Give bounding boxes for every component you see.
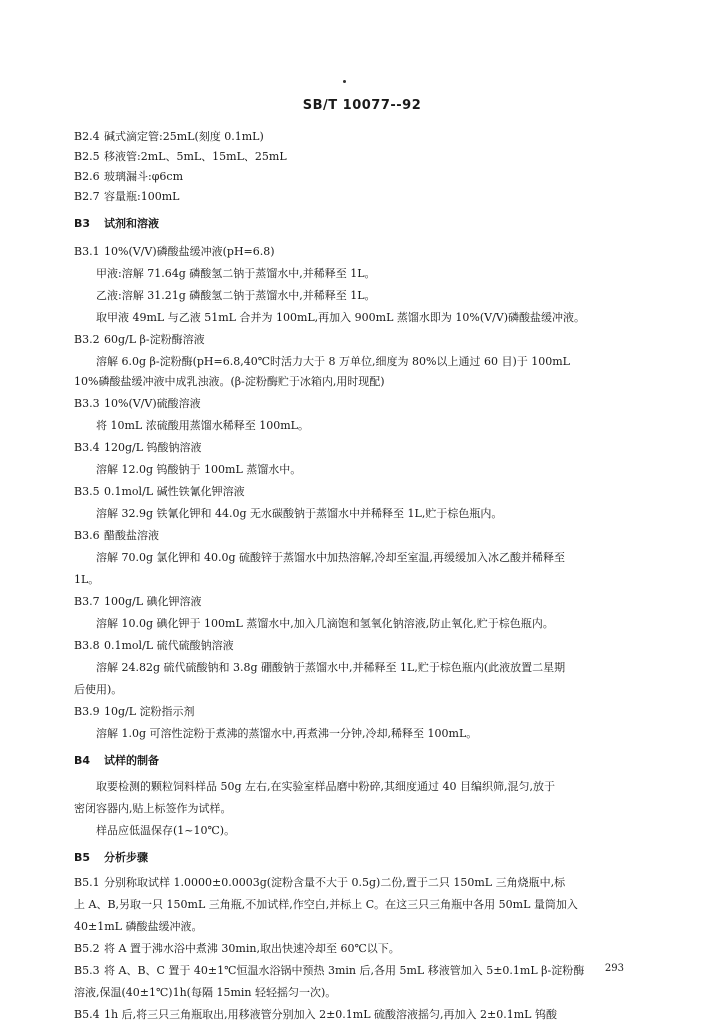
- line-text: 0.1mol/L 硫代硫酸钠溶液: [104, 639, 234, 652]
- line-text: 120g/L 钨酸钠溶液: [104, 441, 202, 454]
- line-text: 溶解 10.0g 碘化钾于 100mL 蒸馏水中,加入几滴饱和氢氧化钠溶液,防止氧化,贮于棕色瓶内。: [96, 617, 554, 630]
- line-text: 10%(V/V)磷酸盐缓冲液(pH=6.8): [104, 245, 275, 258]
- clause-number: B3.3: [74, 397, 100, 410]
- body-line: [74, 267, 376, 281]
- clause-number: B5: [74, 851, 91, 864]
- clause-number: B3.5: [74, 485, 100, 498]
- ink-dot: [343, 80, 346, 83]
- line-text: 将 10mL 浓硫酸用蒸馏水稀释至 100mL。: [96, 419, 309, 432]
- body-line: [74, 780, 555, 794]
- clause-line: [74, 876, 565, 890]
- line-text: 0.1mol/L 碱性铁氰化钾溶液: [104, 485, 245, 498]
- clause-line: [74, 170, 183, 184]
- clause-line: [74, 942, 400, 956]
- line-text: 将 A 置于沸水浴中煮沸 30min,取出快速冷却至 60℃以下。: [104, 942, 400, 955]
- body-line: [74, 617, 554, 631]
- line-text: 样品应低温保存(1~10℃)。: [96, 824, 236, 837]
- clause-number: B3.1: [74, 245, 100, 258]
- clause-line: [74, 705, 195, 719]
- body-line: [74, 311, 585, 325]
- body-line: [74, 507, 502, 521]
- clause-number: B3: [74, 217, 91, 230]
- clause-line: [74, 130, 264, 144]
- line-text: 将 A、B、C 置于 40±1℃恒温水浴锅中预热 3min 后,各用 5mL 移液管加入 5±0.1mL β-淀粉酶: [104, 964, 585, 977]
- line-text: 试剂和溶液: [104, 217, 159, 230]
- clause-number: B3.4: [74, 441, 100, 454]
- clause-line: [74, 639, 234, 653]
- body-line: [74, 551, 565, 565]
- clause-line: [74, 485, 245, 499]
- line-text: 容量瓶:100mL: [104, 190, 180, 203]
- line-text: 醋酸盐溶液: [104, 529, 159, 542]
- clause-number: B5.3: [74, 964, 100, 977]
- body-line: [74, 463, 301, 477]
- line-text: 乙液:溶解 31.21g 磷酸氢二钠于蒸馏水中,并稀释至 1L。: [96, 289, 376, 302]
- clause-number: B5.4: [74, 1008, 100, 1021]
- clause-number: B3.2: [74, 333, 100, 346]
- section-heading: [74, 754, 159, 768]
- clause-number: B2.4: [74, 130, 100, 143]
- clause-line: [74, 529, 159, 543]
- line-text: 玻璃漏斗:φ6cm: [104, 170, 183, 183]
- clause-number: B3.7: [74, 595, 100, 608]
- line-text: 试样的制备: [104, 754, 159, 767]
- body-line: [74, 986, 336, 1000]
- line-text: 溶解 12.0g 钨酸钠于 100mL 蒸馏水中。: [96, 463, 302, 476]
- body-line: [74, 683, 122, 697]
- clause-number: B5.2: [74, 942, 100, 955]
- clause-line: [74, 1008, 557, 1022]
- line-text: 溶液,保温(40±1℃)1h(每隔 15min 轻轻摇匀一次)。: [74, 986, 337, 999]
- body-line: [74, 661, 565, 675]
- clause-line: [74, 964, 584, 978]
- clause-line: [74, 397, 201, 411]
- line-text: 1h 后,将三只三角瓶取出,用移液管分别加入 2±0.1mL 硫酸溶液摇匀,再加入 2±0.1mL 钨酸: [104, 1008, 557, 1021]
- clause-line: [74, 150, 287, 164]
- clause-number: B4: [74, 754, 91, 767]
- clause-number: B5.1: [74, 876, 100, 889]
- line-text: 分别称取试样 1.0000±0.0003g(淀粉含量不大于 0.5g)二份,置于二只 150mL 三角烧瓶中,标: [104, 876, 566, 889]
- line-text: 溶解 32.9g 铁氰化钾和 44.0g 无水碳酸钠于蒸馏水中并稀释至 1L,贮于棕色瓶内。: [96, 507, 503, 520]
- clause-number: B2.5: [74, 150, 100, 163]
- body-line: [74, 898, 578, 912]
- body-line: [74, 727, 477, 741]
- clause-number: B3.9: [74, 705, 100, 718]
- clause-line: [74, 333, 205, 347]
- line-text: 10%磷酸盐缓冲液中成乳浊液。(β-淀粉酶贮于冰箱内,用时现配): [74, 375, 385, 388]
- clause-number: B3.8: [74, 639, 100, 652]
- line-text: 40±1mL 磷酸盐缓冲液。: [74, 920, 203, 933]
- line-text: 溶解 1.0g 可溶性淀粉于煮沸的蒸馏水中,再煮沸一分钟,冷却,稀释至 100mL。: [96, 727, 478, 740]
- body-line: [74, 289, 376, 303]
- clause-line: [74, 190, 179, 204]
- line-text: 10%(V/V)硫酸溶液: [104, 397, 201, 410]
- line-text: 溶解 70.0g 氯化钾和 40.0g 硫酸锌于蒸馏水中加热溶解,冷却至室温,再缓缓加入冰乙酸并稀释至: [96, 551, 566, 564]
- line-text: 溶解 24.82g 硫代硫酸钠和 3.8g 硼酸钠于蒸馏水中,并稀释至 1L,贮于棕色瓶内(此液放置二星期: [96, 661, 566, 674]
- body-line: [74, 802, 232, 816]
- clause-number: B2.6: [74, 170, 100, 183]
- line-text: 1L。: [74, 573, 100, 586]
- line-text: 甲液:溶解 71.64g 磷酸氢二钠于蒸馏水中,并稀释至 1L。: [96, 267, 376, 280]
- body-line: [74, 573, 99, 587]
- body-line: [74, 824, 235, 838]
- page-header: SB/T 10077--92: [302, 98, 422, 113]
- line-text: 后使用)。: [74, 683, 123, 696]
- clause-number: B3.6: [74, 529, 100, 542]
- line-text: 取甲液 49mL 与乙液 51mL 合并为 100mL,再加入 900mL 蒸馏水即为 10%(V/V)磷酸盐缓冲液。: [96, 311, 586, 324]
- line-text: 10g/L 淀粉指示剂: [104, 705, 195, 718]
- page-number: 293: [604, 963, 624, 974]
- line-text: 100g/L 碘化钾溶液: [104, 595, 202, 608]
- clause-number: B2.7: [74, 190, 100, 203]
- clause-line: [74, 441, 202, 455]
- section-heading: [74, 851, 148, 865]
- body-line: [74, 920, 202, 934]
- line-text: 上 A、B,另取一只 150mL 三角瓶,不加试样,作空白,并标上 C。在这三只三角瓶中各用 50mL 量筒加入: [74, 898, 578, 911]
- body-line: [74, 375, 385, 389]
- line-text: 碱式滴定管:25mL(刻度 0.1mL): [104, 130, 264, 143]
- clause-line: [74, 245, 275, 259]
- line-text: 移液管:2mL、5mL、15mL、25mL: [104, 150, 287, 163]
- line-text: 分析步骤: [104, 851, 148, 864]
- line-text: 溶解 6.0g β-淀粉酶(pH=6.8,40℃时活力大于 8 万单位,细度为 80%以上通过 60 目)于 100mL: [96, 355, 570, 368]
- line-text: 取要检测的颗粒饲料样品 50g 左右,在实验室样品磨中粉碎,其细度通过 40 目编织筛,混匀,放于: [96, 780, 556, 793]
- clause-line: [74, 595, 202, 609]
- section-heading: [74, 217, 159, 231]
- line-text: 60g/L β-淀粉酶溶液: [104, 333, 205, 346]
- body-line: [74, 355, 570, 369]
- body-line: [74, 419, 309, 433]
- line-text: 密闭容器内,贴上标签作为试样。: [74, 802, 232, 815]
